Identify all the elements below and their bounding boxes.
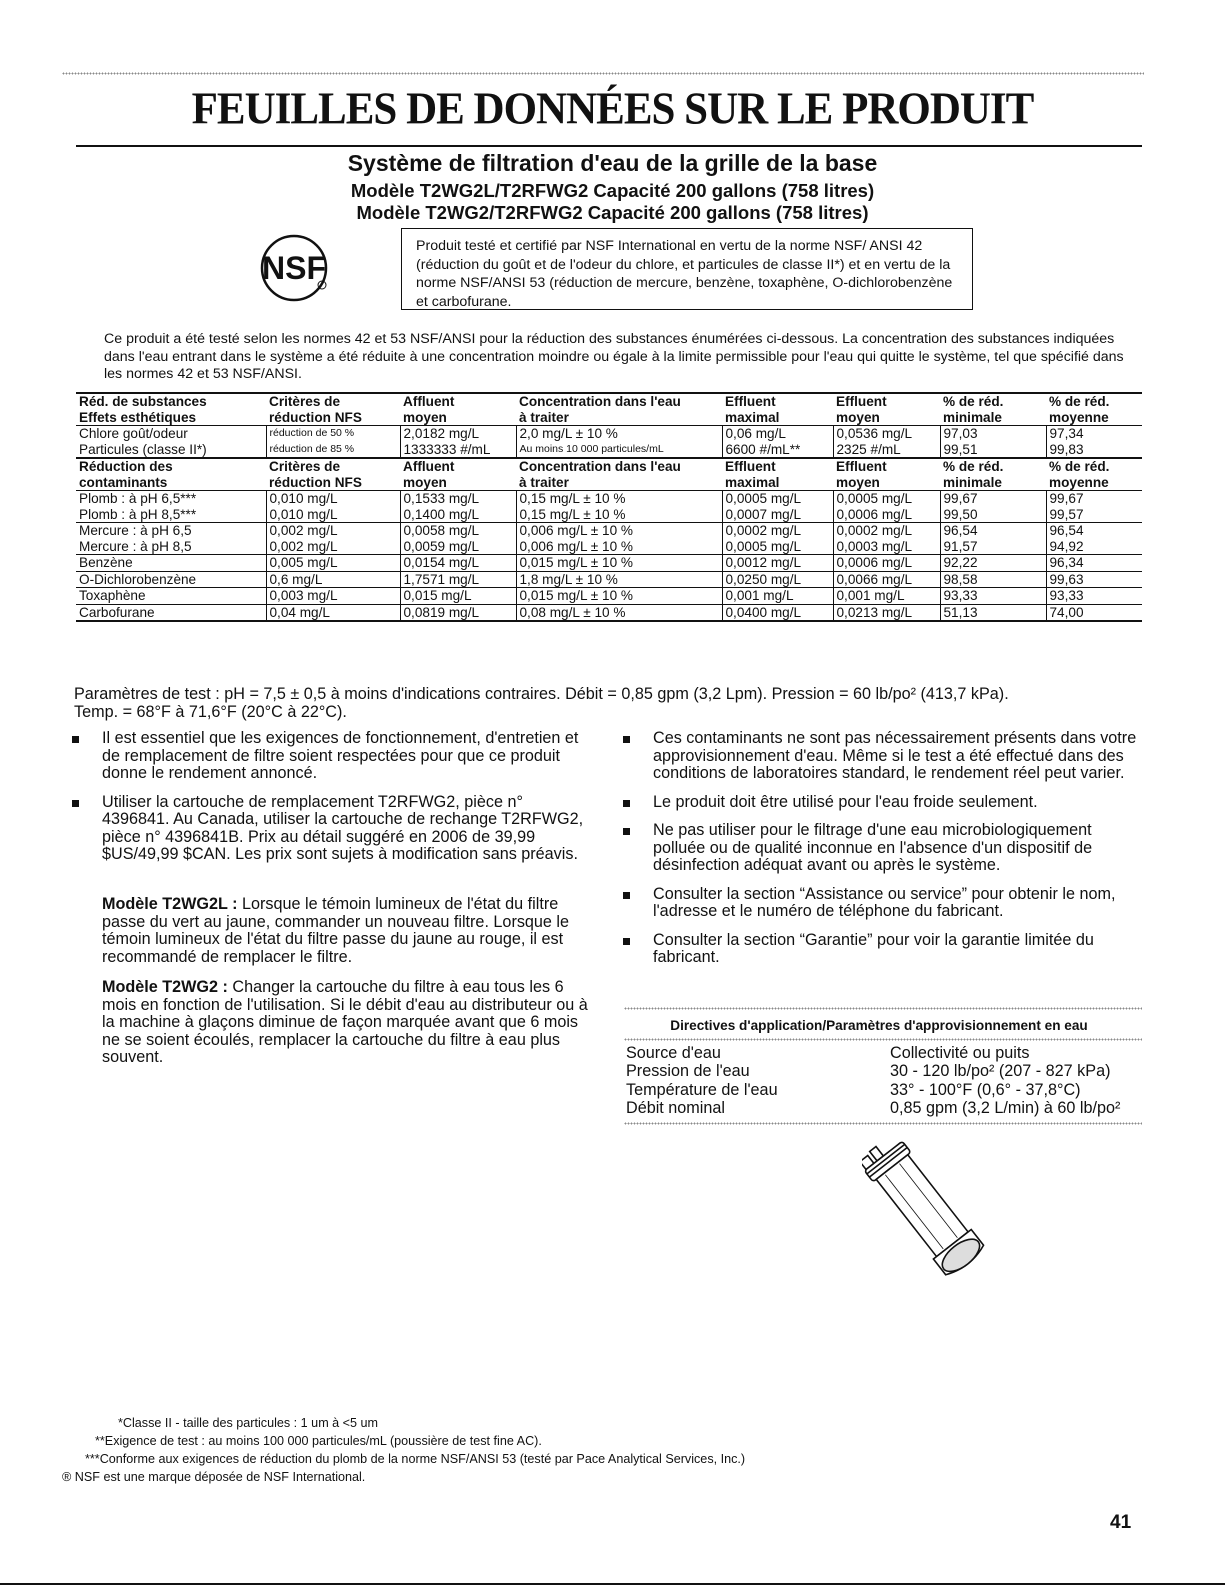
table-header-cell <box>400 458 516 491</box>
table-cell <box>722 555 833 572</box>
page-number: 41 <box>1110 1512 1132 1533</box>
cell-line: 92,22 <box>943 555 978 570</box>
cell-line: 51,13 <box>943 604 978 620</box>
table-cell <box>266 523 400 555</box>
cell-line: 2,0 mg/L ± 10 % <box>519 426 618 441</box>
cell-line: Effluent <box>725 394 776 409</box>
list-item: Utiliser la cartouche de remplacement T2RFWG2, pièce n° 4396841. Au Canada, utiliser la cartouche de rechange T2RFWG2, pièce n° 4396841B. Prix au détail suggéré en 2006 de 39,99 $US/49,99 $CAN. Les prix sont sujets à modification sans préavis. <box>72 794 590 864</box>
table-header-cell <box>722 393 833 426</box>
table-row <box>76 426 1142 459</box>
cell-line: Effluent <box>725 459 776 474</box>
cell-line: 99,51 <box>943 441 978 457</box>
cell-line: 1,8 mg/L ± 10 % <box>519 571 618 587</box>
cell-line: moyen <box>836 409 880 425</box>
table-cell <box>76 426 266 459</box>
table-cell <box>1046 555 1142 572</box>
table-cell <box>516 588 722 605</box>
table-header-cell <box>76 393 266 426</box>
table-cell <box>722 426 833 459</box>
table-row <box>624 1044 1120 1062</box>
cell-line: 98,58 <box>943 571 978 587</box>
cell-line: 74,00 <box>1049 604 1084 620</box>
cell-line: maximal <box>725 409 780 425</box>
table-cell <box>940 588 1046 605</box>
filter-cartridge-illustration <box>862 1128 987 1288</box>
cell-line: 93,33 <box>1049 588 1084 603</box>
cell-line: % de réd. <box>943 459 1004 474</box>
table-cell <box>833 555 940 572</box>
table-cell <box>1046 588 1142 605</box>
cell-line: 1,7571 mg/L <box>403 571 480 587</box>
cell-line: % de réd. <box>1049 459 1110 474</box>
cell-line: % de réd. <box>1049 394 1110 409</box>
cell-line: Critères de <box>269 394 341 409</box>
cell-line: Critères de <box>269 459 341 474</box>
table-cell <box>76 555 266 572</box>
cell-line: minimale <box>943 474 1002 490</box>
table-cell <box>400 604 516 621</box>
directive-value: 30 - 120 lb/po² (207 - 827 kPa) <box>890 1062 1111 1081</box>
table-row <box>76 523 1142 555</box>
table-cell <box>1046 491 1142 523</box>
model-note-label: Modèle T2WG2 : <box>102 978 228 996</box>
nsf-logo <box>244 233 344 303</box>
table-cell <box>722 523 833 555</box>
cell-line: 0,0213 mg/L <box>836 604 913 620</box>
cell-line: 0,006 mg/L ± 10 % <box>519 523 634 538</box>
cell-line: 1333333 #/mL <box>403 441 491 457</box>
cell-line: 0,0002 mg/L <box>836 523 913 538</box>
table-cell <box>940 571 1046 588</box>
table-header-cell <box>940 458 1046 491</box>
cell-line: 97,34 <box>1049 426 1084 441</box>
cell-line: Mercure : à pH 6,5 <box>79 523 192 538</box>
cell-line: réduction NFS <box>269 474 362 490</box>
table-row <box>624 1099 1120 1117</box>
cell-line: Affluent <box>403 394 455 409</box>
cell-line: moyen <box>836 474 880 490</box>
cell-line: moyenne <box>1049 474 1109 490</box>
cell-line: 0,1400 mg/L <box>403 506 480 522</box>
cell-line: 94,92 <box>1049 538 1084 554</box>
cell-line: 0,002 mg/L <box>269 538 338 554</box>
cell-line: 2325 #/mL <box>836 441 901 457</box>
table-cell <box>940 491 1046 523</box>
list-item: Il est essentiel que les exigences de fonctionnement, d'entretien et de remplacement de filtre soient respectées pour que ce produit donne le rendement annoncé. <box>72 730 590 783</box>
cell-line: moyen <box>403 474 447 490</box>
cell-line: 0,1533 mg/L <box>403 491 480 506</box>
list-item: Consulter la section “Garantie” pour voir la garantie limitée du fabricant. <box>623 932 1141 967</box>
section-title: Système de filtration d'eau de la grille de la base <box>347 150 878 176</box>
model-note-t2wg2l <box>102 896 590 966</box>
cell-line: Toxaphène <box>79 588 146 603</box>
table-cell <box>76 604 266 621</box>
directives-title: Directives d'application/Paramètres d'approvisionnement en eau <box>670 1018 1088 1033</box>
table-row <box>76 555 1142 572</box>
table-row <box>76 604 1142 621</box>
cell-line: O-Dichlorobenzène <box>79 571 197 587</box>
cell-line: Mercure : à pH 8,5 <box>79 538 192 554</box>
cell-line: Effluent <box>836 394 887 409</box>
cell-line: 0,010 mg/L <box>269 491 338 506</box>
cell-line: 0,001 mg/L <box>725 588 794 603</box>
table-cell <box>400 426 516 459</box>
cell-line: Affluent <box>403 459 455 474</box>
cell-line: 0,0058 mg/L <box>403 523 480 538</box>
table-cell <box>400 491 516 523</box>
cell-line: 0,0536 mg/L <box>836 426 913 441</box>
table-header-row <box>76 393 1142 426</box>
cell-line: contaminants <box>79 474 168 490</box>
table-cell <box>76 571 266 588</box>
footnote-1: *Classe II - taille des particules : 1 um à <5 um <box>118 1416 379 1430</box>
cell-line: Concentration dans l'eau <box>519 394 681 409</box>
cell-line: Carbofurane <box>79 604 155 620</box>
cell-line: 0,0002 mg/L <box>725 523 802 538</box>
table-header-row <box>76 458 1142 491</box>
cell-line: 99,83 <box>1049 441 1084 457</box>
cell-line: 0,0250 mg/L <box>725 571 802 587</box>
directive-label: Température de l'eau <box>626 1080 778 1099</box>
table-cell <box>266 491 400 523</box>
table-cell <box>76 491 266 523</box>
table-cell <box>833 571 940 588</box>
cell-line: 0,15 mg/L ± 10 % <box>519 491 626 506</box>
cell-line: 91,57 <box>943 538 978 554</box>
model-note-text: Changer la cartouche du filtre à eau tous les 6 mois en fonction de l'utilisation. Si le débit d'eau au distributeur ou à la machine à glaçons diminue de façon marquée avant que 6 mois ne se soient écoulés, remplacer la cartouche du filtre à eau plus souvent. <box>102 978 588 1066</box>
cell-line: 99,67 <box>1049 491 1084 506</box>
directive-value: 0,85 gpm (3,2 L/min) à 60 lb/po² <box>890 1098 1121 1117</box>
intro-paragraph: Ce produit a été testé selon les normes 42 et 53 NSF/ANSI pour la réduction des substances énumérées ci-dessous. La concentration des substances indiquées dans l'eau entrant dans le système a été réduite à une concentration moindre ou égale à la limite permissible pour l'eau qui quitte le système, tel que spécifié dans les normes 42 et 53 NSF/ANSI. <box>104 331 1124 382</box>
cell-line: 0,04 mg/L <box>269 604 330 620</box>
directive-value: Collectivité ou puits <box>890 1044 1030 1062</box>
table-cell <box>516 523 722 555</box>
cell-line: Plomb : à pH 8,5*** <box>79 506 197 522</box>
left-bullet-list <box>72 730 590 875</box>
dotted-rule <box>624 1122 1142 1125</box>
cell-line: 6600 #/mL** <box>725 441 801 457</box>
test-parameters <box>74 685 1154 721</box>
model-line-2: Modèle T2WG2/T2RFWG2 Capacité 200 gallons (758 litres) <box>356 202 869 223</box>
cell-line: 0,0400 mg/L <box>725 604 802 620</box>
cell-line: Effets esthétiques <box>79 409 197 425</box>
model-note-label: Modèle T2WG2L : <box>102 895 238 913</box>
cell-line: réduction de 85 % <box>269 442 355 455</box>
cell-line: à traiter <box>519 409 569 425</box>
cell-line: 0,6 mg/L <box>269 571 323 587</box>
cell-line: 0,005 mg/L <box>269 555 338 570</box>
model-note-t2wg2 <box>102 979 590 1067</box>
table-cell <box>722 571 833 588</box>
list-item: Ne pas utiliser pour le filtrage d'une eau microbiologiquement polluée ou de qualité inconnue en l'absence d'un dispositif de désinfection adéquat avant ou après le système. <box>623 822 1141 875</box>
cell-line: à traiter <box>519 474 569 490</box>
table-cell <box>833 426 940 459</box>
directives-table <box>624 1044 1120 1117</box>
cell-line: 99,57 <box>1049 506 1084 522</box>
title-rule <box>76 145 1142 147</box>
cell-line: réduction NFS <box>269 409 362 425</box>
table-cell <box>1046 604 1142 621</box>
table-row <box>76 571 1142 588</box>
cell-line: 99,67 <box>943 491 978 506</box>
footnote-4: ® NSF est une marque déposée de NSF International. <box>62 1470 366 1484</box>
table-cell <box>266 571 400 588</box>
cell-line: 0,0005 mg/L <box>725 538 802 554</box>
cell-line: 96,34 <box>1049 555 1084 570</box>
table-row <box>624 1081 1120 1099</box>
table-cell <box>266 604 400 621</box>
table-header-cell <box>400 393 516 426</box>
cell-line: 97,03 <box>943 426 978 441</box>
table-cell <box>516 604 722 621</box>
cell-line: 0,0066 mg/L <box>836 571 913 587</box>
table-row <box>76 588 1142 605</box>
table-header-cell <box>266 458 400 491</box>
certification-box: Produit testé et certifié par NSF International en vertu de la norme NSF/ ANSI 42 (réduction du goût et de l'odeur du chlore, et particules de classe II*) et en vertu de la norme NSF/ANSI 53 (réduction de mercure, benzène, toxaphène, O-dichlorobenzène et carbofurane. <box>401 228 973 310</box>
cell-line: 0,0059 mg/L <box>403 538 480 554</box>
table-cell <box>266 555 400 572</box>
table-cell <box>400 523 516 555</box>
directive-label: Pression de l'eau <box>626 1062 750 1081</box>
table-cell <box>1046 571 1142 588</box>
cell-line: Au moins 10 000 particules/mL <box>519 442 664 455</box>
table-header-cell <box>940 393 1046 426</box>
table-cell <box>722 491 833 523</box>
table-cell <box>76 523 266 555</box>
cell-line: 0,0154 mg/L <box>403 555 480 570</box>
table-cell <box>940 555 1046 572</box>
cell-line: 0,06 mg/L <box>725 426 786 441</box>
cell-line: Particules (classe II*) <box>79 441 207 457</box>
table-header-cell <box>76 458 266 491</box>
table-cell <box>516 555 722 572</box>
table-cell <box>266 588 400 605</box>
list-item: Consulter la section “Assistance ou service” pour obtenir le nom, l'adresse et le numéro de téléphone du fabricant. <box>623 886 1141 921</box>
model-line-1: Modèle T2WG2L/T2RFWG2 Capacité 200 gallons (758 litres) <box>350 180 875 201</box>
table-cell <box>76 588 266 605</box>
test-parameters-line-1: Paramètres de test : pH = 7,5 ± 0,5 à moins d'indications contraires. Débit = 0,85 gpm (3,2 Lpm). Pression = 60 lb/po² (413,7 kPa). <box>74 685 1009 703</box>
cell-line: 99,50 <box>943 506 978 522</box>
table-cell <box>833 588 940 605</box>
cell-line: 0,015 mg/L ± 10 % <box>519 555 634 570</box>
dotted-rule <box>624 1007 1142 1010</box>
table-cell <box>940 523 1046 555</box>
table-row <box>76 491 1142 523</box>
cell-line: 0,0006 mg/L <box>836 506 913 522</box>
table-header-cell <box>833 458 940 491</box>
table-cell <box>266 426 400 459</box>
cell-line: minimale <box>943 409 1002 425</box>
test-parameters-line-2: Temp. = 68°F à 71,6°F (20°C à 22°C). <box>74 703 347 721</box>
svg-text:NSF: NSF <box>262 250 326 286</box>
cell-line: maximal <box>725 474 780 490</box>
cell-line: 0,015 mg/L ± 10 % <box>519 588 634 603</box>
cell-line: 99,63 <box>1049 571 1084 587</box>
cell-line: moyenne <box>1049 409 1109 425</box>
cell-line: Plomb : à pH 6,5*** <box>79 491 197 506</box>
cell-line: Effluent <box>836 459 887 474</box>
cell-line: 0,010 mg/L <box>269 506 338 522</box>
table-cell <box>516 426 722 459</box>
table-cell <box>940 604 1046 621</box>
footnote-2: **Exigence de test : au moins 100 000 particules/mL (poussière de test fine AC). <box>95 1434 542 1448</box>
table-cell <box>400 588 516 605</box>
cell-line: 0,0007 mg/L <box>725 506 802 522</box>
cell-line: 0,0005 mg/L <box>836 491 913 506</box>
cell-line: % de réd. <box>943 394 1004 409</box>
table-cell <box>516 491 722 523</box>
cell-line: Chlore goût/odeur <box>79 426 188 441</box>
table-cell <box>833 523 940 555</box>
cell-line: 0,15 mg/L ± 10 % <box>519 506 626 522</box>
cell-line: Benzène <box>79 555 133 570</box>
page-title: FEUILLES DE DONNÉES SUR LE PRODUIT <box>191 84 1034 135</box>
model-note-text: Lorsque le témoin lumineux de l'état du filtre passe du vert au jaune, commander un nouveau filtre. Lorsque le témoin lumineux de l'état du filtre passe du jaune au rouge, il est recommandé de remplacer le filtre. <box>102 895 570 966</box>
table-cell <box>722 588 833 605</box>
cell-line: 0,003 mg/L <box>269 588 338 603</box>
cell-line: 0,0003 mg/L <box>836 538 913 554</box>
footnote-3: ***Conforme aux exigences de réduction du plomb de la norme NSF/ANSI 53 (testé par Pace Analytical Services, Inc.) <box>85 1452 746 1466</box>
cell-line: Réduction des <box>79 459 173 474</box>
table-row <box>624 1062 1120 1080</box>
cell-line: 96,54 <box>1049 523 1084 538</box>
table-header-cell <box>516 393 722 426</box>
directive-label: Débit nominal <box>626 1098 725 1117</box>
cell-line: 0,002 mg/L <box>269 523 338 538</box>
cell-line: réduction de 50 % <box>269 427 355 439</box>
table-cell <box>1046 426 1142 459</box>
table-cell <box>833 604 940 621</box>
cell-line: Concentration dans l'eau <box>519 459 681 474</box>
cell-line: 0,015 mg/L <box>403 588 472 603</box>
list-item: Le produit doit être utilisé pour l'eau froide seulement. <box>623 794 1141 812</box>
cell-line: 0,0012 mg/L <box>725 555 802 570</box>
table-header-cell <box>833 393 940 426</box>
cell-line: 0,08 mg/L ± 10 % <box>519 604 626 620</box>
top-dotted-rule <box>62 72 1144 75</box>
table-cell <box>940 426 1046 459</box>
table-cell <box>833 491 940 523</box>
cell-line: 0,0006 mg/L <box>836 555 913 570</box>
table-cell <box>400 571 516 588</box>
cell-line: 2,0182 mg/L <box>403 426 480 441</box>
directive-value: 33° - 100°F (0,6° - 37,8°C) <box>890 1080 1081 1099</box>
table-cell <box>400 555 516 572</box>
table-header-cell <box>1046 458 1142 491</box>
cell-line: Réd. de substances <box>79 394 207 409</box>
list-item: Ces contaminants ne sont pas nécessairement présents dans votre approvisionnement d'eau. Même si le test a été effectué dans des conditions de laboratoires standard, le rendement réel peut varier. <box>623 730 1141 783</box>
table-header-cell <box>516 458 722 491</box>
table-cell <box>1046 523 1142 555</box>
cell-line: 93,33 <box>943 588 978 603</box>
dotted-rule <box>624 1038 1142 1041</box>
table-header-cell <box>1046 393 1142 426</box>
performance-table <box>76 392 1142 622</box>
table-header-cell <box>266 393 400 426</box>
cell-line: 0,0819 mg/L <box>403 604 480 620</box>
table-cell <box>516 571 722 588</box>
cell-line: 0,001 mg/L <box>836 588 905 603</box>
table-header-cell <box>722 458 833 491</box>
cell-line: 0,0005 mg/L <box>725 491 802 506</box>
cell-line: 0,006 mg/L ± 10 % <box>519 538 634 554</box>
right-bullet-list <box>623 730 1141 978</box>
cell-line: 96,54 <box>943 523 978 538</box>
table-cell <box>722 604 833 621</box>
cell-line: moyen <box>403 409 447 425</box>
directive-label: Source d'eau <box>626 1044 721 1062</box>
